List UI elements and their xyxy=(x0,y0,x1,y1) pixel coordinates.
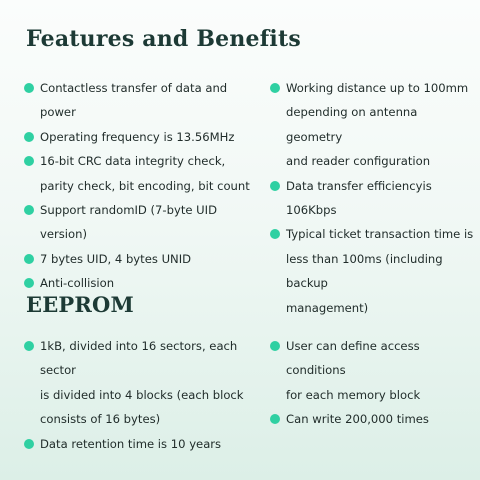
bullet-dot-icon xyxy=(270,341,280,351)
list-item xyxy=(270,407,475,431)
item-text: Support randomID (7-byte UID version) xyxy=(40,203,218,242)
item-text: is divided into 4 blocks (each block xyxy=(40,387,244,402)
item-text: consists of 16 bytes) xyxy=(40,412,161,427)
bullet-dot-icon xyxy=(270,414,280,424)
item-text: Contactless transfer of data and power xyxy=(40,81,228,120)
bullet-dot-icon xyxy=(24,156,34,166)
item-text: Can write 200,000 times xyxy=(286,412,429,427)
bullet-dot-icon xyxy=(24,205,34,215)
item-text: Working distance up to 100mm xyxy=(286,81,469,95)
eeprom-right-list xyxy=(270,334,475,432)
bullet-dot-icon xyxy=(24,341,34,351)
item-text: User can define access conditions xyxy=(286,339,420,378)
item-text: for each memory block xyxy=(286,387,421,402)
item-text: Data retention time is 10 years xyxy=(40,436,222,451)
bullet-dot-icon xyxy=(270,229,280,239)
item-text: Typical ticket transaction time is xyxy=(286,227,474,242)
bullet-dot-icon xyxy=(24,83,34,93)
item-text: 1kB, divided into 16 sectors, each sector xyxy=(40,339,238,378)
list-item xyxy=(24,334,264,432)
item-text: Data transfer efficiencyis 106Kbps xyxy=(286,178,432,218)
list-item xyxy=(24,125,264,149)
list-item xyxy=(24,149,264,198)
eeprom-left-list xyxy=(24,334,264,456)
list-item xyxy=(270,222,475,320)
list-item xyxy=(24,198,264,247)
eeprom-title: EEPROM xyxy=(26,292,134,317)
item-text: Operating frequency is 13.56MHz xyxy=(40,129,235,144)
item-text: 7 bytes UID, 4 bytes UNID xyxy=(40,251,192,266)
list-item xyxy=(270,174,475,223)
list-item xyxy=(270,76,475,174)
bullet-dot-icon xyxy=(24,439,34,449)
bullet-dot-icon xyxy=(270,181,280,191)
item-text: Anti-collision xyxy=(40,276,115,291)
features-title: Features and Benefits xyxy=(26,26,301,52)
item-text: and reader configuration xyxy=(286,154,431,169)
list-item xyxy=(270,334,475,407)
list-item xyxy=(24,432,264,456)
item-text: less than 100ms (including backup xyxy=(286,251,443,291)
bullet-dot-icon xyxy=(270,83,280,93)
item-text: depending on antenna geometry xyxy=(286,105,418,144)
bullet-dot-icon xyxy=(24,254,34,264)
item-text: management) xyxy=(286,300,369,315)
list-item xyxy=(24,76,264,125)
bullet-dot-icon xyxy=(24,278,34,288)
features-right-list xyxy=(270,76,475,320)
features-left-list xyxy=(24,76,264,296)
item-text: 16-bit CRC data integrity check, xyxy=(40,154,226,169)
bullet-dot-icon xyxy=(24,132,34,142)
item-text: parity check, bit encoding, bit count xyxy=(40,178,250,193)
list-item xyxy=(24,247,264,271)
